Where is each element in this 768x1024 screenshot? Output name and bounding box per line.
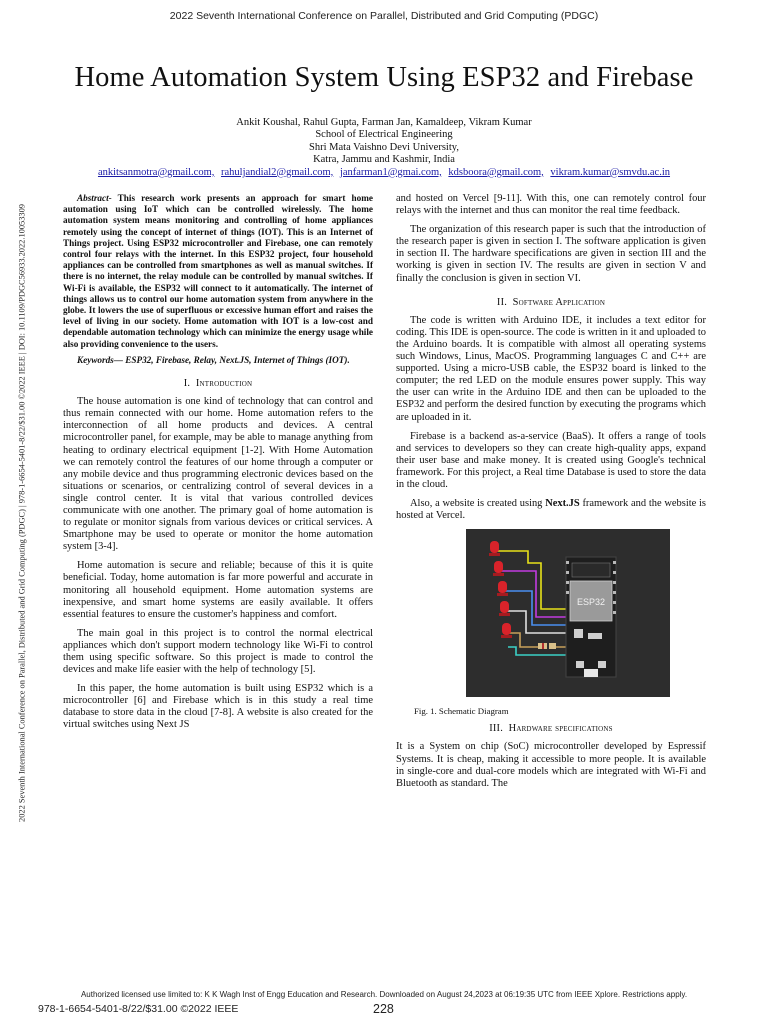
paragraph: Also, a website is created using Next.JS framework and the website is hosted at Vercel. xyxy=(396,498,706,522)
section-heading-hardware: III. Hardware specifications xyxy=(489,723,613,735)
figure-caption: Fig. 1. Schematic Diagram xyxy=(414,706,509,717)
section-heading-introduction: I. Introduction xyxy=(183,378,253,390)
author-block xyxy=(0,117,768,179)
affiliation-line-2: Shri Mata Vaishno Devi University, xyxy=(309,141,459,153)
esp32-chip-label: ESP32 xyxy=(576,597,606,608)
paragraph: In this paper, the home automation is built using ESP32 which is a microcontroller [6] and Firebase which is in this study a real time database to store data in the cloud [7-8]. A website is also created for the virtual switches using Next JS xyxy=(63,683,373,731)
led-2 xyxy=(493,561,504,576)
led-1 xyxy=(489,541,500,556)
schematic-diagram xyxy=(466,529,670,697)
abstract-text: This research work presents an approach for smart home automation using IoT which can be controlled wirelessly. The home automation system means monitoring and controlling of home appliances remotely using the concept of internet of things (IOT). This is an Internet of Things project. Using ESP32 microcontroller and Firebase, one can remotely control four relays with the internet. In this ESP32 project, four household appliances can be controlled from smartphones as well as manual switches. If there is no internet, the relay module can be controlled by manual switches. If Wi-Fi is available, the ESP32 will connect to it automatically. The internet of things allows us to control our home automation system from anywhere in the globe. It lowers the use of superfluous or excessive human effort and raises the level of living in our society. Home automation with IOT is a low-cost and dependable automation technology which can minimize the energy usage while also providing convenience to the users. xyxy=(63,193,373,349)
isbn-footer: 978-1-6654-5401-8/22/$31.00 ©2022 IEEE xyxy=(38,1003,239,1015)
email-link[interactable]: rahuljandial2@gmail.com, xyxy=(221,166,334,178)
abstract xyxy=(63,193,373,350)
paragraph: and hosted on Vercel [9-11]. With this, one can remotely control four relays with the internet and thus can monitor the real time feedback. xyxy=(396,193,706,217)
doi-side-text: 2022 Seventh International Conference on Parallel, Distributed and Grid Computing (PDGC) | 978-1-6654-5401-8/22/$31.00 ©2022 IEEE | DOI: 10.1109/PDGC56933.2022.10053309 xyxy=(17,204,27,822)
led-4 xyxy=(499,601,510,616)
email-link[interactable]: janfarman1@gmai.com, xyxy=(339,166,442,178)
schematic-figure xyxy=(466,529,670,697)
section-heading-software: II. Software Application xyxy=(496,296,606,308)
led-3 xyxy=(497,581,508,596)
author-emails xyxy=(0,167,768,179)
license-footer: Authorized licensed use limited to: K K Wagh Inst of Engg Education and Research. Downloaded on August 24,2023 at 06:19:35 UTC from IEEE Xplore. Restrictions apply. xyxy=(80,990,688,999)
doi-side-strip xyxy=(15,152,29,874)
paragraph: It is a System on chip (SoC) microcontroller developed by Espressif Systems. It is cheap, making it accessible to more people. It is available in single-core and dual-core models which are integrated with Wi-Fi and Bluetooth as standard. The xyxy=(396,741,706,789)
paragraph: The house automation is one kind of technology that can control and thus remain connected with our home. Home automation refers to the interconnection of all home products and devices. A central microcontroller panel, for example, may be able to manage anything from heating to ordinary electrical equipment [1-2]. With Home Automation we can remotely control the features of our home through a computer or any mobile device and thus programming electronic devices based on the situations or scenarios, or centralizing control of several devices in a single control center. It is vital that various controlled devices communicate with one another. The primary goal of home automation is to regulate or monitor signals from various devices or critical services. A Smartphone may be used to operate or monitor the home automation system [3-4]. xyxy=(63,396,373,553)
paragraph: The organization of this research paper is such that the introduction of the research paper is given in section I. The software application is given in section II. The hardware specifications are given in section III and the working is given in section IV. The results are given in section V and finally the conclusion is given in section VI. xyxy=(396,224,706,284)
email-link[interactable]: kdsboora@gmail.com, xyxy=(448,166,544,178)
conference-header: 2022 Seventh International Conference on Parallel, Distributed and Grid Computing (PDGC) xyxy=(169,10,599,22)
page-number: 228 xyxy=(373,1002,394,1016)
right-column xyxy=(396,193,706,797)
author-names: Ankit Koushal, Rahul Gupta, Farman Jan, Kamaldeep, Vikram Kumar xyxy=(236,117,532,128)
paper-title: Home Automation System Using ESP32 and Firebase xyxy=(74,62,694,93)
led-5 xyxy=(501,623,512,638)
paragraph: Home automation is secure and reliable; because of this it is quite beneficial. Today, home automation is far more powerful and accurate in monitoring all household equipment. Home automation systems are inexpensive, and smart home systems are easily available. It offers essential features to ensure the customer's happiness and comfort. xyxy=(63,560,373,620)
abstract-label: Abstract- xyxy=(77,193,112,203)
paragraph: The code is written with Arduino IDE, it includes a text editor for coding. This IDE is open-source. The code is written in it and uploaded to the Arduino boards. It is compatible with almost all operating systems such Windows, Linus, MacOS. Programming languages C and C++ are supported. Using a micro-USB cable, the ESP32 board is linked to the computer; the red LED on the module ensures power supply. This way the user can write in the Arduino IDE and then can be uploaded to the ESP32 and perform the desired function by executing the programs which are uploaded in it. xyxy=(396,314,706,423)
email-link[interactable]: ankitsanmotra@gmail.com, xyxy=(97,166,215,178)
keywords: Keywords— ESP32, Firebase, Relay, Next.JS, Internet of Things (IOT). xyxy=(77,354,350,365)
left-column xyxy=(63,193,373,739)
affiliation-line-3: Katra, Jammu and Kashmir, India xyxy=(313,154,455,166)
paragraph: The main goal in this project is to control the normal electrical appliances which don't support modern technology like Wi-Fi to control them using specific software. So this project is made to control the devices and make life easier with the help of technology [5]. xyxy=(63,627,373,676)
affiliation-line-1: School of Electrical Engineering xyxy=(315,129,453,141)
email-link[interactable]: vikram.kumar@smvdu.ac.in xyxy=(550,166,671,178)
paragraph: Firebase is a backend as-a-service (BaaS). It offers a range of tools and services to developers so they can create high-quality apps, expand their user base and make money. It is created using Google's technical framework. For this project, a Real time Database is used to store the data in the cloud. xyxy=(396,430,706,490)
